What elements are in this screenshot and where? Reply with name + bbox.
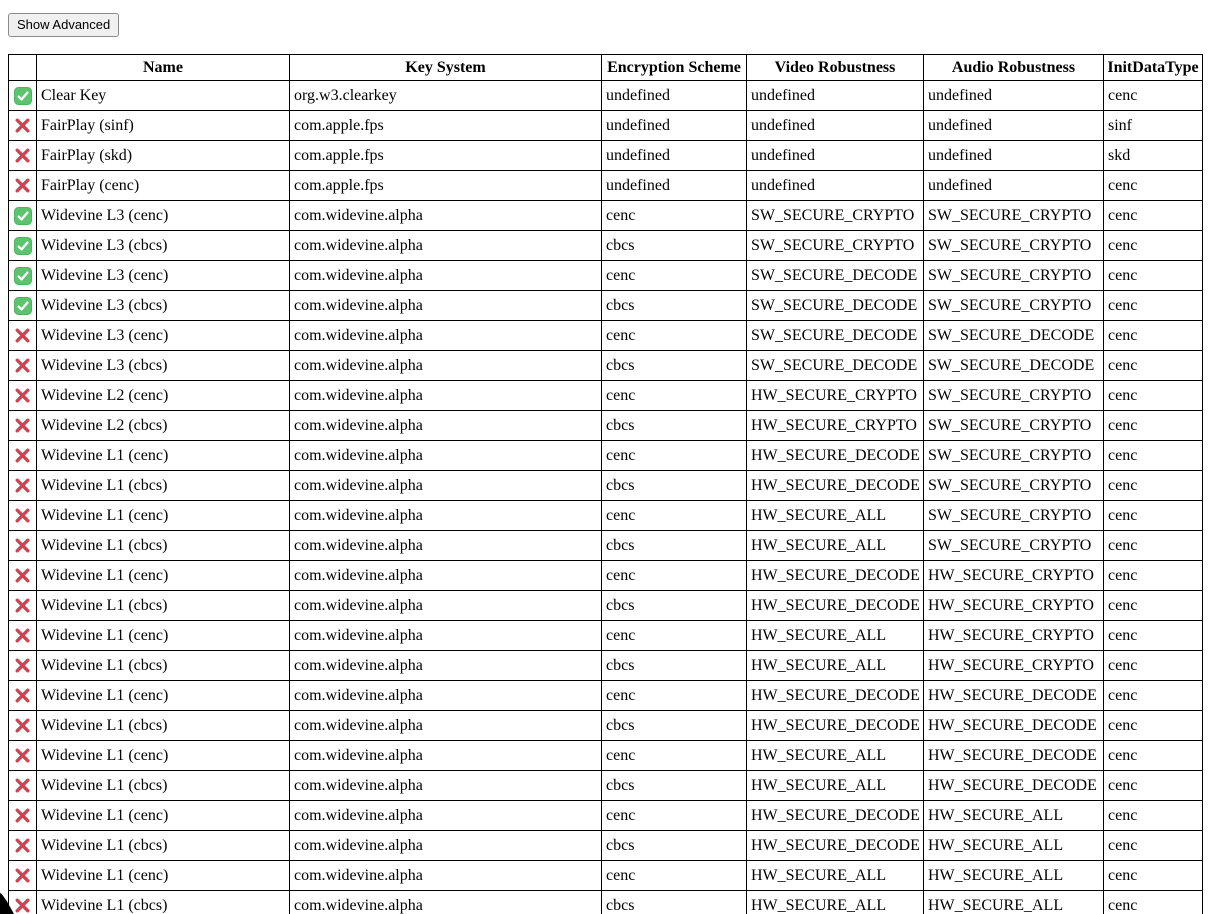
x-icon [13,536,32,555]
init-data-type-cell: cenc [1104,471,1203,501]
encryption-scheme-cell: undefined [602,141,747,171]
status-cell [9,231,37,261]
table-row [9,591,1203,621]
status-cell [9,471,37,501]
key-system-cell: com.widevine.alpha [290,771,602,801]
name-cell: Widevine L3 (cbcs) [37,351,290,381]
table-row [9,141,1203,171]
x-icon [13,476,32,495]
init-data-type-cell: cenc [1104,411,1203,441]
encryption-scheme-cell: cenc [602,381,747,411]
name-cell: Widevine L3 (cbcs) [37,231,290,261]
name-cell: FairPlay (skd) [37,141,290,171]
table-row [9,231,1203,261]
encryption-scheme-cell: cbcs [602,771,747,801]
video-robustness-cell: undefined [747,171,924,201]
x-icon [13,386,32,405]
col-header-status [9,55,37,81]
name-cell: Widevine L3 (cenc) [37,201,290,231]
video-robustness-cell: HW_SECURE_ALL [747,621,924,651]
name-cell: Widevine L2 (cbcs) [37,411,290,441]
encryption-scheme-cell: cbcs [602,231,747,261]
video-robustness-cell: undefined [747,81,924,111]
encryption-scheme-cell: cbcs [602,291,747,321]
audio-robustness-cell: SW_SECURE_CRYPTO [924,441,1104,471]
status-cell [9,591,37,621]
video-robustness-cell: SW_SECURE_DECODE [747,261,924,291]
audio-robustness-cell: SW_SECURE_CRYPTO [924,291,1104,321]
name-cell: Widevine L1 (cbcs) [37,531,290,561]
audio-robustness-cell: SW_SECURE_CRYPTO [924,201,1104,231]
video-robustness-cell: SW_SECURE_DECODE [747,351,924,381]
key-system-cell: com.widevine.alpha [290,741,602,771]
video-robustness-cell: HW_SECURE_CRYPTO [747,381,924,411]
audio-robustness-cell: SW_SECURE_CRYPTO [924,231,1104,261]
video-robustness-cell: undefined [747,111,924,141]
audio-robustness-cell: HW_SECURE_DECODE [924,741,1104,771]
init-data-type-cell: cenc [1104,261,1203,291]
key-system-cell: com.widevine.alpha [290,681,602,711]
key-system-cell: com.widevine.alpha [290,621,602,651]
status-cell [9,261,37,291]
audio-robustness-cell: HW_SECURE_ALL [924,801,1104,831]
init-data-type-cell: cenc [1104,741,1203,771]
key-system-cell: com.widevine.alpha [290,411,602,441]
video-robustness-cell: SW_SECURE_CRYPTO [747,201,924,231]
status-cell [9,801,37,831]
init-data-type-cell: cenc [1104,801,1203,831]
audio-robustness-cell: HW_SECURE_DECODE [924,771,1104,801]
audio-robustness-cell: SW_SECURE_CRYPTO [924,531,1104,561]
name-cell: Widevine L1 (cenc) [37,801,290,831]
status-cell [9,711,37,741]
encryption-scheme-cell: cbcs [602,531,747,561]
init-data-type-cell: cenc [1104,621,1203,651]
init-data-type-cell: cenc [1104,231,1203,261]
encryption-scheme-cell: cbcs [602,651,747,681]
name-cell: Widevine L1 (cenc) [37,741,290,771]
table-row [9,561,1203,591]
audio-robustness-cell: SW_SECURE_DECODE [924,321,1104,351]
x-icon [13,446,32,465]
encryption-scheme-cell: cenc [602,561,747,591]
x-icon [13,626,32,645]
encryption-scheme-cell: cbcs [602,711,747,741]
name-cell: Widevine L1 (cbcs) [37,831,290,861]
audio-robustness-cell: HW_SECURE_CRYPTO [924,561,1104,591]
key-system-cell: com.widevine.alpha [290,831,602,861]
status-cell [9,201,37,231]
audio-robustness-cell: SW_SECURE_CRYPTO [924,471,1104,501]
x-icon [13,176,32,195]
audio-robustness-cell: undefined [924,171,1104,201]
header-row [9,55,1203,81]
key-system-cell: com.widevine.alpha [290,801,602,831]
status-cell [9,681,37,711]
status-cell [9,141,37,171]
encryption-scheme-cell: cbcs [602,471,747,501]
key-system-cell: com.widevine.alpha [290,651,602,681]
init-data-type-cell: cenc [1104,291,1203,321]
init-data-type-cell: sinf [1104,111,1203,141]
audio-robustness-cell: SW_SECURE_CRYPTO [924,501,1104,531]
check-icon [14,87,32,105]
video-robustness-cell: HW_SECURE_DECODE [747,801,924,831]
key-system-cell: com.widevine.alpha [290,861,602,891]
table-row [9,681,1203,711]
key-system-cell: com.widevine.alpha [290,231,602,261]
table-row [9,771,1203,801]
audio-robustness-cell: SW_SECURE_CRYPTO [924,411,1104,441]
x-icon [13,656,32,675]
status-cell [9,561,37,591]
status-cell [9,381,37,411]
key-system-cell: com.widevine.alpha [290,591,602,621]
key-system-cell: com.widevine.alpha [290,471,602,501]
x-icon [13,716,32,735]
init-data-type-cell: cenc [1104,531,1203,561]
init-data-type-cell: cenc [1104,831,1203,861]
audio-robustness-cell: HW_SECURE_DECODE [924,681,1104,711]
encryption-scheme-cell: cbcs [602,831,747,861]
key-system-cell: com.widevine.alpha [290,531,602,561]
key-system-cell: com.apple.fps [290,111,602,141]
x-icon [13,146,32,165]
encryption-scheme-cell: cenc [602,801,747,831]
init-data-type-cell: cenc [1104,351,1203,381]
name-cell: Widevine L1 (cbcs) [37,891,290,914]
audio-robustness-cell: undefined [924,111,1104,141]
name-cell: Widevine L1 (cenc) [37,681,290,711]
audio-robustness-cell: HW_SECURE_ALL [924,861,1104,891]
x-icon [13,116,32,135]
table-row [9,261,1203,291]
video-robustness-cell: HW_SECURE_DECODE [747,561,924,591]
video-robustness-cell: undefined [747,141,924,171]
video-robustness-cell: HW_SECURE_ALL [747,861,924,891]
video-robustness-cell: SW_SECURE_DECODE [747,291,924,321]
audio-robustness-cell: HW_SECURE_CRYPTO [924,591,1104,621]
encryption-scheme-cell: cbcs [602,411,747,441]
init-data-type-cell: cenc [1104,891,1203,914]
encryption-scheme-cell: cbcs [602,891,747,914]
video-robustness-cell: HW_SECURE_CRYPTO [747,411,924,441]
status-cell [9,861,37,891]
status-cell [9,321,37,351]
init-data-type-cell: cenc [1104,561,1203,591]
table-row [9,831,1203,861]
table-row [9,411,1203,441]
status-cell [9,291,37,321]
table-row [9,81,1203,111]
support-table [8,54,1203,914]
table-row [9,381,1203,411]
name-cell: Widevine L3 (cbcs) [37,291,290,321]
audio-robustness-cell: undefined [924,141,1104,171]
table-row [9,471,1203,501]
encryption-scheme-cell: cenc [602,261,747,291]
x-icon [13,416,32,435]
status-cell [9,441,37,471]
table-row [9,501,1203,531]
x-icon [13,866,32,885]
status-cell [9,111,37,141]
name-cell: Widevine L1 (cbcs) [37,771,290,801]
x-icon [13,896,32,914]
audio-robustness-cell: SW_SECURE_CRYPTO [924,381,1104,411]
video-robustness-cell: HW_SECURE_ALL [747,651,924,681]
init-data-type-cell: cenc [1104,591,1203,621]
video-robustness-cell: HW_SECURE_ALL [747,501,924,531]
key-system-cell: com.apple.fps [290,171,602,201]
init-data-type-cell: cenc [1104,861,1203,891]
key-system-cell: com.widevine.alpha [290,321,602,351]
encryption-scheme-cell: cenc [602,321,747,351]
key-system-cell: com.widevine.alpha [290,891,602,914]
init-data-type-cell: cenc [1104,681,1203,711]
name-cell: Widevine L1 (cbcs) [37,651,290,681]
init-data-type-cell: cenc [1104,171,1203,201]
table-row [9,741,1203,771]
status-cell [9,351,37,381]
key-system-cell: com.widevine.alpha [290,441,602,471]
video-robustness-cell: HW_SECURE_DECODE [747,591,924,621]
key-system-cell: com.widevine.alpha [290,561,602,591]
key-system-cell: com.widevine.alpha [290,261,602,291]
key-system-cell: com.widevine.alpha [290,501,602,531]
video-robustness-cell: HW_SECURE_DECODE [747,711,924,741]
table-row [9,861,1203,891]
encryption-scheme-cell: cenc [602,861,747,891]
x-icon [13,566,32,585]
video-robustness-cell: HW_SECURE_DECODE [747,831,924,861]
x-icon [13,326,32,345]
video-robustness-cell: SW_SECURE_DECODE [747,321,924,351]
init-data-type-cell: cenc [1104,381,1203,411]
init-data-type-cell: cenc [1104,441,1203,471]
check-icon [14,207,32,225]
status-cell [9,621,37,651]
name-cell: Widevine L1 (cbcs) [37,711,290,741]
audio-robustness-cell: HW_SECURE_DECODE [924,711,1104,741]
audio-robustness-cell: HW_SECURE_ALL [924,891,1104,914]
x-icon [13,746,32,765]
status-cell [9,411,37,441]
col-header-key-system: Key System [290,55,602,81]
status-cell [9,741,37,771]
key-system-cell: com.widevine.alpha [290,201,602,231]
name-cell: Widevine L1 (cbcs) [37,591,290,621]
audio-robustness-cell: HW_SECURE_CRYPTO [924,651,1104,681]
status-cell [9,891,37,914]
key-system-cell: com.widevine.alpha [290,351,602,381]
x-icon [13,356,32,375]
table-row [9,651,1203,681]
x-icon [13,596,32,615]
x-icon [13,776,32,795]
table-row [9,711,1203,741]
status-cell [9,171,37,201]
key-system-cell: com.apple.fps [290,141,602,171]
encryption-scheme-cell: cenc [602,501,747,531]
name-cell: Clear Key [37,81,290,111]
table-row [9,171,1203,201]
name-cell: FairPlay (sinf) [37,111,290,141]
audio-robustness-cell: SW_SECURE_DECODE [924,351,1104,381]
status-cell [9,81,37,111]
col-header-init-data-type: InitDataType [1104,55,1203,81]
key-system-cell: com.widevine.alpha [290,291,602,321]
table-row [9,111,1203,141]
status-cell [9,771,37,801]
support-table-body [9,81,1203,914]
key-system-cell: com.widevine.alpha [290,381,602,411]
name-cell: Widevine L1 (cenc) [37,561,290,591]
encryption-scheme-cell: cbcs [602,591,747,621]
video-robustness-cell: HW_SECURE_ALL [747,771,924,801]
key-system-cell: org.w3.clearkey [290,81,602,111]
name-cell: Widevine L1 (cbcs) [37,471,290,501]
video-robustness-cell: HW_SECURE_ALL [747,741,924,771]
encryption-scheme-cell: cenc [602,681,747,711]
x-icon [13,806,32,825]
x-icon [13,686,32,705]
col-header-video-robustness: Video Robustness [747,55,924,81]
audio-robustness-cell: undefined [924,81,1104,111]
status-cell [9,531,37,561]
name-cell: FairPlay (cenc) [37,171,290,201]
video-robustness-cell: HW_SECURE_ALL [747,891,924,914]
video-robustness-cell: HW_SECURE_DECODE [747,441,924,471]
video-robustness-cell: HW_SECURE_DECODE [747,681,924,711]
table-row [9,441,1203,471]
key-system-cell: com.widevine.alpha [290,711,602,741]
init-data-type-cell: cenc [1104,651,1203,681]
col-header-audio-robustness: Audio Robustness [924,55,1104,81]
table-row [9,531,1203,561]
status-cell [9,831,37,861]
video-robustness-cell: SW_SECURE_CRYPTO [747,231,924,261]
audio-robustness-cell: HW_SECURE_CRYPTO [924,621,1104,651]
name-cell: Widevine L3 (cenc) [37,261,290,291]
status-cell [9,651,37,681]
name-cell: Widevine L1 (cenc) [37,621,290,651]
table-row [9,351,1203,381]
encryption-scheme-cell: undefined [602,171,747,201]
encryption-scheme-cell: cenc [602,741,747,771]
check-icon [14,267,32,285]
init-data-type-cell: cenc [1104,201,1203,231]
audio-robustness-cell: HW_SECURE_ALL [924,831,1104,861]
table-row [9,291,1203,321]
table-row [9,321,1203,351]
name-cell: Widevine L1 (cenc) [37,861,290,891]
init-data-type-cell: cenc [1104,81,1203,111]
audio-robustness-cell: SW_SECURE_CRYPTO [924,261,1104,291]
table-row [9,801,1203,831]
name-cell: Widevine L3 (cenc) [37,321,290,351]
name-cell: Widevine L1 (cenc) [37,501,290,531]
video-robustness-cell: HW_SECURE_DECODE [747,471,924,501]
table-row [9,201,1203,231]
encryption-scheme-cell: undefined [602,111,747,141]
table-row [9,891,1203,914]
init-data-type-cell: skd [1104,141,1203,171]
init-data-type-cell: cenc [1104,771,1203,801]
table-row [9,621,1203,651]
encryption-scheme-cell: cenc [602,201,747,231]
check-icon [14,297,32,315]
col-header-encryption-scheme: Encryption Scheme [602,55,747,81]
show-advanced-button[interactable]: Show Advanced [8,13,119,37]
init-data-type-cell: cenc [1104,711,1203,741]
x-icon [13,836,32,855]
init-data-type-cell: cenc [1104,321,1203,351]
encryption-scheme-cell: cenc [602,621,747,651]
init-data-type-cell: cenc [1104,501,1203,531]
video-robustness-cell: HW_SECURE_ALL [747,531,924,561]
encryption-scheme-cell: cbcs [602,351,747,381]
encryption-scheme-cell: cenc [602,441,747,471]
check-icon [14,237,32,255]
name-cell: Widevine L1 (cenc) [37,441,290,471]
x-icon [13,506,32,525]
encryption-scheme-cell: undefined [602,81,747,111]
col-header-name: Name [37,55,290,81]
name-cell: Widevine L2 (cenc) [37,381,290,411]
status-cell [9,501,37,531]
